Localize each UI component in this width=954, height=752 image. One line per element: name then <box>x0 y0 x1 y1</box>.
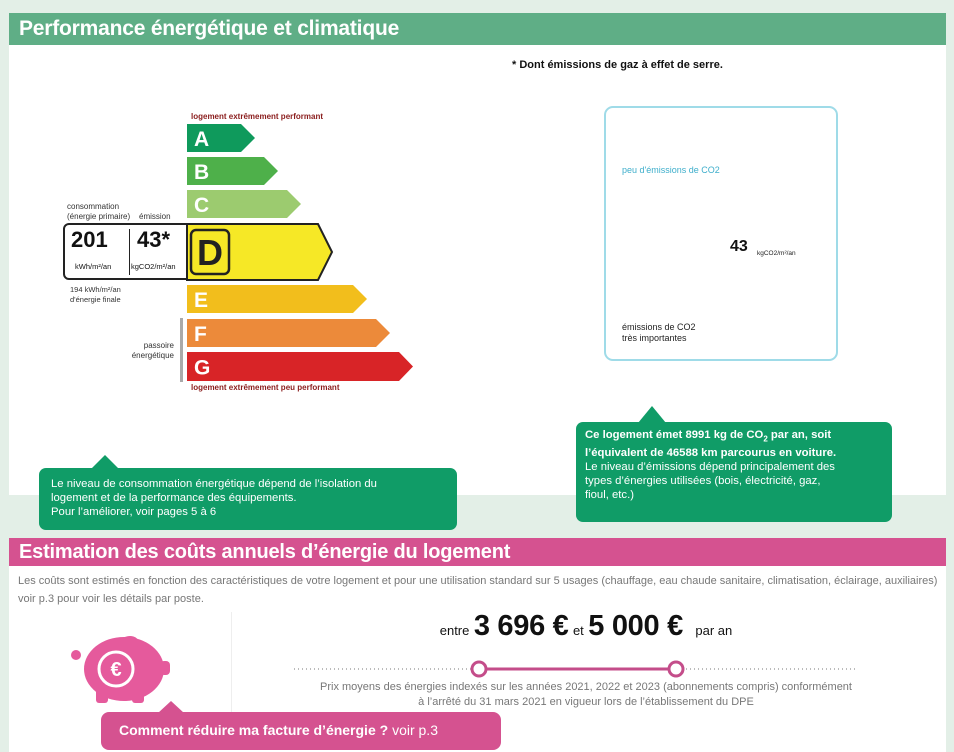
dpe-bottom-label: logement extrêmement peu performant <box>191 383 340 392</box>
dpe-letter-e: E <box>194 289 209 312</box>
emission-value: 43* <box>137 227 171 252</box>
dpe-letter-f: F <box>194 323 207 346</box>
reduce-bill-link[interactable]: Comment réduire ma facture d’énergie ? voir p.3 <box>101 712 501 750</box>
dpe-arrow-f <box>187 319 390 347</box>
cost-max: 5 000 € <box>588 610 683 642</box>
dpe-letter-c: C <box>194 194 210 217</box>
passoire-label: passoire énergétique <box>131 341 174 360</box>
dpe-letter-g: G <box>194 356 211 380</box>
dpe-top-label: logement extrêmement performant <box>191 112 324 121</box>
consumption-label: consommation (énergie primaire) <box>67 202 131 221</box>
consumption-unit: kWh/m²/an <box>75 262 112 271</box>
cost-min: 3 696 € <box>473 610 569 642</box>
piggy-euro-symbol: € <box>110 659 122 681</box>
ges-value: 43 <box>730 238 748 255</box>
emission-unit: kgCO2/m²/an <box>131 262 176 271</box>
prices-note: Prix moyens des énergies indexés sur les années 2021, 2022 et 2023 (abonnements compris) conformément à l’arrêté du 31 mars 2021 en vigueur lors de l’établissement du DPE <box>320 681 852 708</box>
energy-costs-title: Estimation des coûts annuels d’énergie du logement <box>19 541 511 563</box>
ges-unit: kgCO2/m²/an <box>757 250 796 257</box>
cost-range-line <box>290 660 860 680</box>
piggy-bank-icon <box>66 625 174 707</box>
dpe-letter-d: D <box>197 232 223 273</box>
bubble2-pointer <box>638 406 666 423</box>
emissions-info-bubble: Ce logement émet 8991 kg de $CO_2$ par an, soit l’équivalent de 46588 km parcourus en voiture. Le niveau d’émissions dépend principalement des types d’énergies utilisées (bois, électricité, gaz, fioul, etc.) <box>576 422 892 522</box>
ges-top-label: peu d'émissions de CO2 <box>622 165 720 175</box>
consumption-info-bubble: Le niveau de consommation énergétique dépend de l’isolation du logement et de la performance des équipements. Pour l’améliorer, voir pages 5 à 6 <box>39 468 457 530</box>
dpe-letter-a: A <box>194 128 210 151</box>
cost-range: entre 3 696 € et 5 000 € par an <box>439 610 733 642</box>
dpe-arrow-g <box>187 352 413 381</box>
ges-footnote: * Dont émissions de gaz à effet de serre. <box>512 59 723 71</box>
costs-divider <box>231 612 232 712</box>
energy-climate-title: Performance énergétique et climatique <box>19 17 400 40</box>
ges-bottom-label: émissions de CO2 très importantes <box>622 322 696 343</box>
energy-costs-header <box>9 538 946 566</box>
dpe-letter-b: B <box>194 161 210 184</box>
costs-description: Les coûts sont estimés en fonction des caractéristiques de votre logement et pour une utilisation standard sur 5 usages (chauffage, eau chaude sanitaire, climatisation, éclairage, auxiliaires) voir p.3 pour voir les détails par poste. <box>18 575 938 605</box>
dpe-class-arrows <box>187 124 413 381</box>
emission-label: émission <box>139 212 171 221</box>
dpe-arrow-e <box>187 285 367 313</box>
consumption-value: 201 <box>71 227 108 252</box>
final-energy-label: 194 kWh/m²/an d'énergie finale <box>70 285 121 304</box>
